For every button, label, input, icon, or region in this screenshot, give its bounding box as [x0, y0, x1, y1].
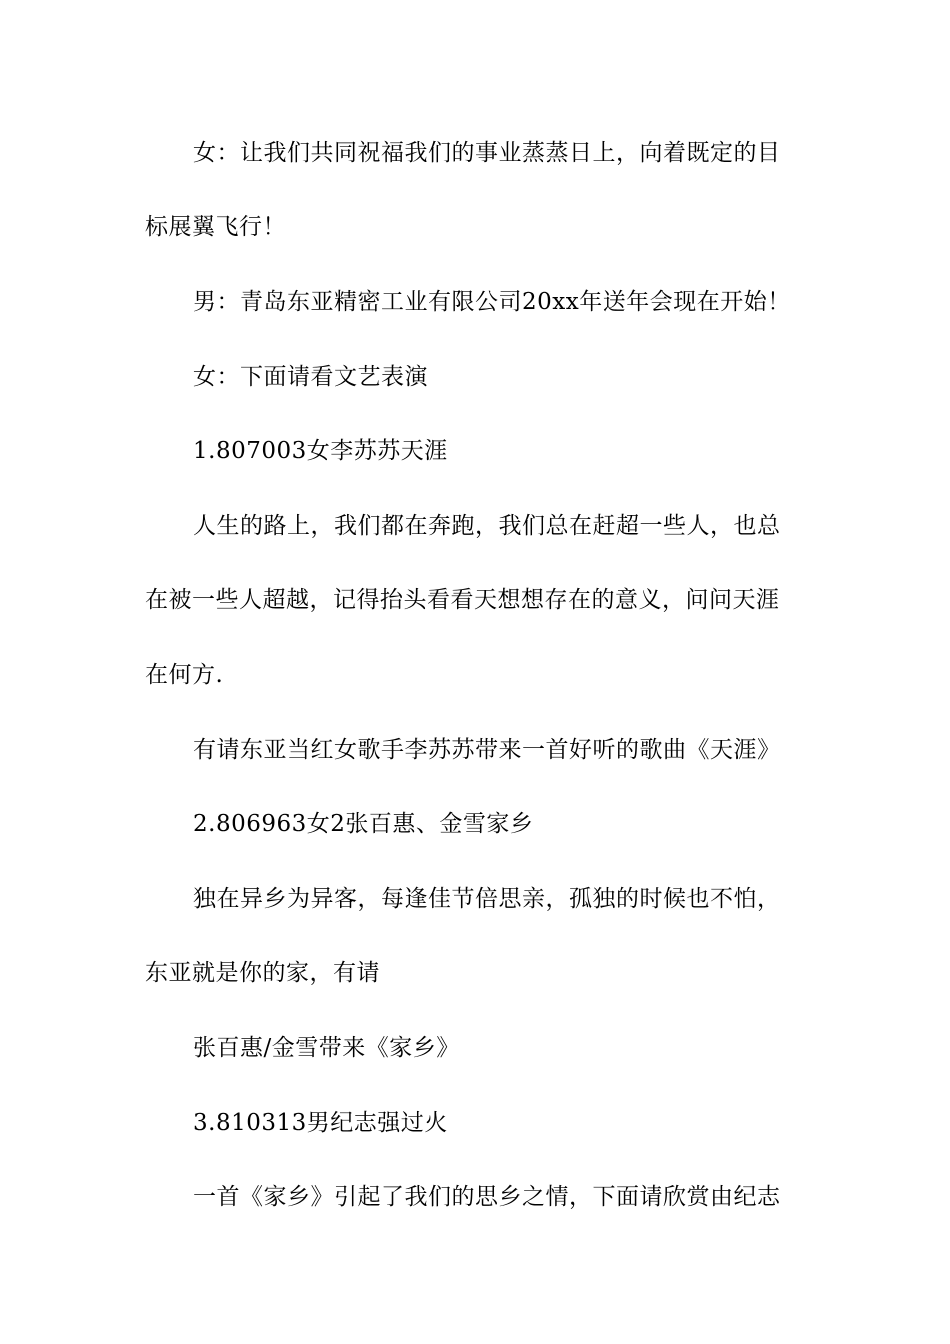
text-line-14: 3.810313男纪志强过火 — [193, 1110, 448, 1136]
text-line-2: 标展翼飞行！ — [145, 214, 286, 240]
text-line-15: 一首《家乡》引起了我们的思乡之情，下面请欣赏由纪志 — [193, 1184, 781, 1210]
text-line-6: 人生的路上，我们都在奔跑，我们总在赶超一些人，也总 — [193, 513, 781, 539]
text-line-4: 女：下面请看文艺表演 — [193, 364, 428, 390]
text-line-3: 男：青岛东亚精密工业有限公司20xx年送年会现在开始！ — [193, 289, 791, 315]
text-line-12: 东亚就是你的家，有请 — [145, 960, 380, 986]
text-line-10: 2.806963女2张百惠、金雪家乡 — [193, 811, 534, 837]
text-line-8: 在何方. — [145, 662, 224, 688]
text-line-1: 女：让我们共同祝福我们的事业蒸蒸日上，向着既定的目 — [193, 140, 781, 166]
text-line-13: 张百惠/金雪带来《家乡》 — [193, 1035, 460, 1061]
text-line-7: 在被一些人超越，记得抬头看看天想想存在的意义，问问天涯 — [145, 587, 780, 613]
text-line-11: 独在异乡为异客，每逢佳节倍思亲，孤独的时候也不怕， — [193, 886, 781, 912]
text-line-5: 1.807003女李苏苏天涯 — [193, 438, 448, 464]
text-line-9: 有请东亚当红女歌手李苏苏带来一首好听的歌曲《天涯》 — [193, 737, 781, 763]
